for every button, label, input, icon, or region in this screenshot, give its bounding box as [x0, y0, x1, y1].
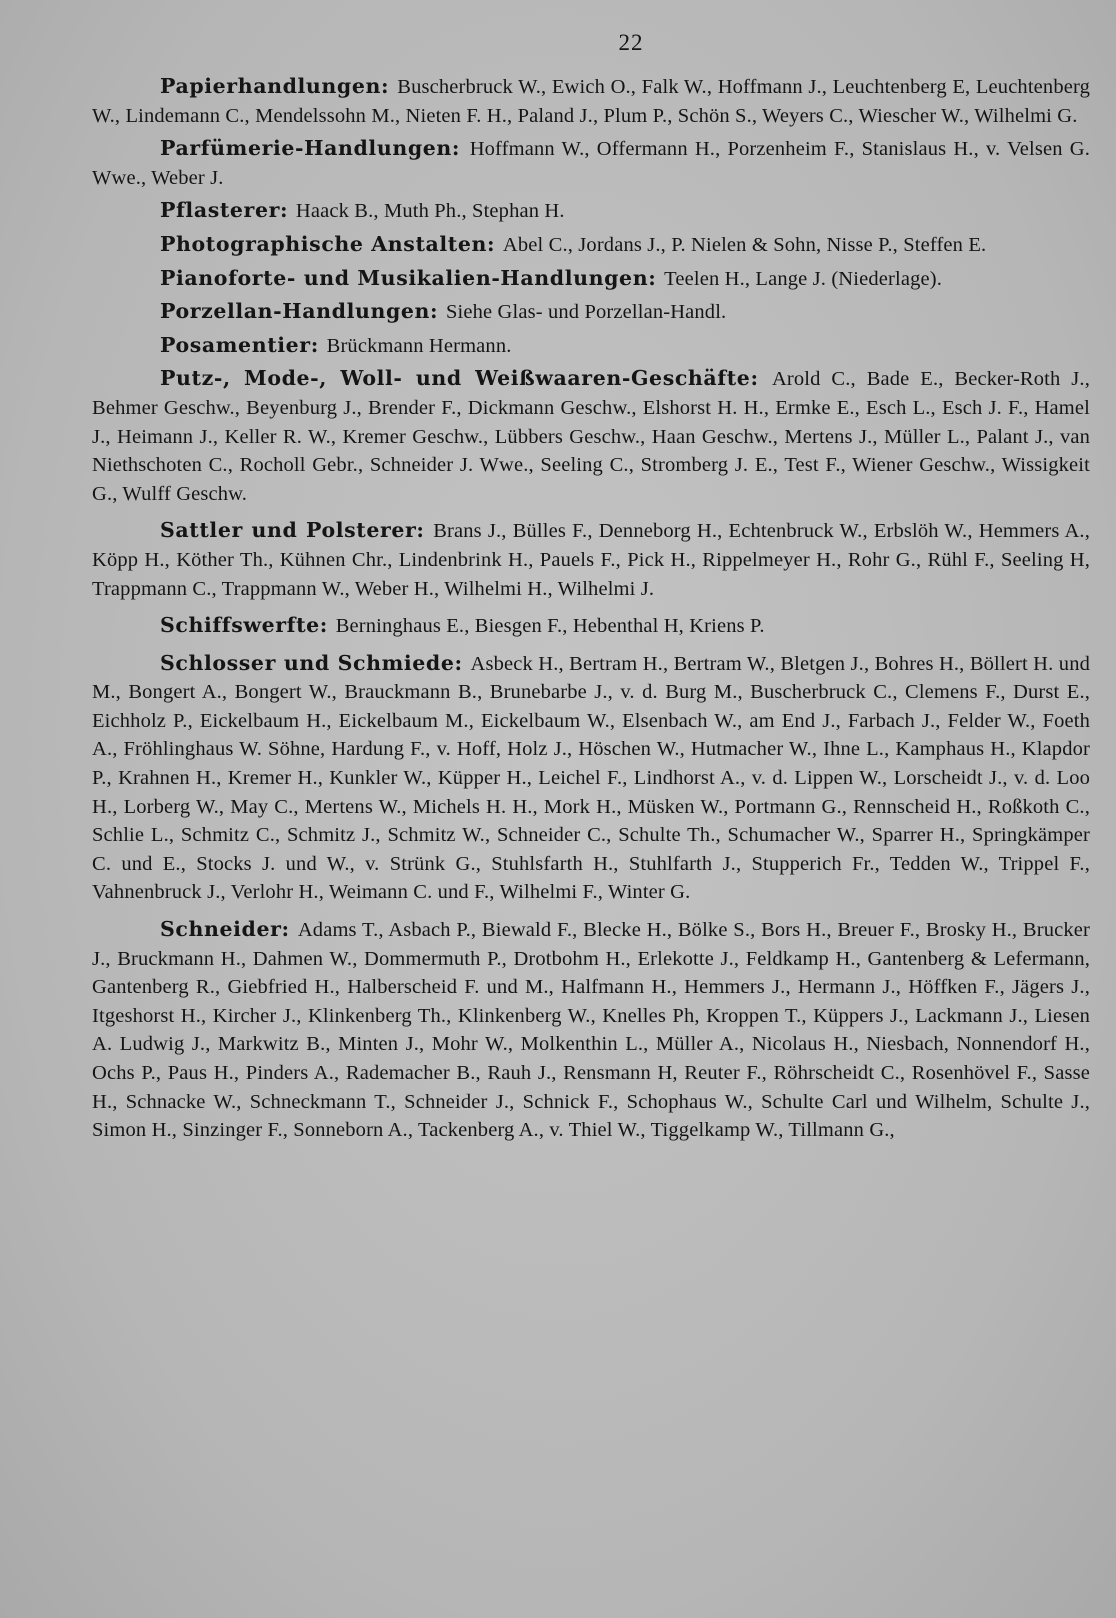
entry-names: Brans J., Bülles F., Denneborg H., Echtenbruck W., Erbslöh W., Hemmers A., Köpp H., Köther Th., Kühnen Chr., Lindenbrink H., Pauels F., Pick H., Rippelmeyer H., Rohr G., Rühl F., Seeling H, Trappmann C., Trappmann W., Weber H., Wilhelmi H., Wilhelmi J.: [92, 520, 1090, 600]
category-heading: Pianoforte- und Musikalien-Handlungen:: [160, 265, 657, 290]
category-heading: Schiffswerfte:: [160, 613, 328, 638]
entry-pflasterer: [92, 196, 1090, 226]
category-heading: Parfümerie-Handlungen:: [160, 136, 461, 161]
entry-names: Haack B., Muth Ph., Stephan H.: [295, 200, 565, 223]
entry-names: Berninghaus E., Biesgen F., Hebenthal H, Kriens P.: [335, 615, 765, 638]
entry-pianoforte-musikalien: [92, 264, 1090, 294]
entry-names: Hoffmann W., Offermann H., Porzenheim F., Stanislaus H., v. Velsen G. Wwe., Weber J.: [92, 138, 1090, 189]
entry-names: Teelen H., Lange J. (Niederlage).: [664, 267, 942, 290]
entry-sattler-polsterer: [92, 516, 1090, 603]
entry-names: Asbeck H., Bertram H., Bertram W., Bletgen J., Bohres H., Böllert H. und M., Bongert A., Bongert W., Brauckmann B., Brunebarbe J., v. d. Burg M., Buscherbruck C., Clemens F., Durst E., Eichholz P., Eickelbaum H., Eickelbaum M., Eickelbaum W., Elsenbach W., am End J., Farbach J., Felder W., Foeth A., Fröhlinghaus W. Söhne, Hardung F., v. Hoff, Holz J., Höschen W., Hutmacher W., Ihne L., Kamphaus H., Klapdor P., Krahnen H., Kremer H., Kunkler W., Küpper H., Leichel F., Lindhorst A., v. d. Lippen W., Lorscheidt J., v. d. Loo H., Lorberg W., May C., Mertens W., Michels H. H., Mork H., Müsken W., Portmann G., Rennscheid H., Roßkoth C., Schlie L., Schmitz C., Schmitz J., Schmitz W., Schneider C., Schulte Th., Schumacher W., Sparrer H., Springkämper C. und E., Stocks J. und W., v. Strünk G., Stuhlsfarth H., Stuhlfarth J., Stupperich Fr., Tedden W., Trippel F., Vahnenbruck J., Verlohr H., Weimann C. und F., Wilhelmi F., Winter G.: [92, 652, 1090, 904]
entry-names: Arold C., Bade E., Becker-Roth J., Behmer Geschw., Beyenburg J., Brender F., Dickmann Geschw., Elshorst H. H., Ermke E., Esch L., Esch J. F., Hamel J., Heimann J., Keller R. W., Kremer Geschw., Lübbers Geschw., Haan Geschw., Mertens J., Müller L., Palant J., van Niethschoten C., Rocholl Gebr., Schneider J. Wwe., Seeling C., Stromberg J. E., Test F., Wiener Geschw., Wissigkeit G., Wulff Geschw.: [92, 368, 1090, 505]
entry-schneider: [92, 915, 1090, 1145]
category-heading: Pflasterer:: [160, 198, 289, 223]
page-number: 22: [618, 30, 644, 55]
category-heading: Schneider:: [160, 917, 290, 942]
entry-names: Brückmann Hermann.: [326, 334, 512, 357]
category-heading: Papierhandlungen:: [160, 74, 390, 98]
category-heading: Schlosser und Schmiede:: [160, 650, 463, 675]
entry-posamentier: [92, 331, 1090, 361]
entry-names: Adams T., Asbach P., Biewald F., Blecke H., Bölke S., Bors H., Breuer F., Brosky H., Brucker J., Bruckmann H., Dahmen W., Dommermuth P., Drotbohm H., Erlekotte J., Feldkamp H., Gantenberg & Lefermann, Gantenberg R., Giebfried H., Halberscheid F. und M., Halfmann H., Hemmers J., Hermann J., Höffken F., Jägers J., Itgeshorst H., Kircher J., Klinkenberg Th., Klinkenberg W., Knelles Ph, Kroppen T., Küppers J., Lackmann J., Liesen A. Ludwig J., Markwitz B., Minten J., Mohr W., Molkenthin L., Müller A., Nicolaus H., Niesbach, Nonnendorf H., Ochs P., Paus H., Pinders A., Rademacher B., Rauh J., Rensmann H, Reuter F., Röhrscheidt C., Rosenhövel F., Sasse H., Schnacke W., Schneckmann T., Schneider J., Schnick F., Schophaus W., Schulte Carl und Wilhelm, Schulte J., Simon H., Sinzinger F., Sonneborn A., Tackenberg A., v. Thiel W., Tiggelkamp W., Tillmann G.,: [92, 919, 1090, 1142]
entry-names: Abel C., Jordans J., P. Nielen & Sohn, Nisse P., Steffen E.: [502, 233, 987, 256]
category-heading: Porzellan-Handlungen:: [160, 299, 439, 324]
category-heading: Sattler und Polsterer:: [160, 518, 425, 543]
entry-putz-mode-woll: [92, 364, 1090, 508]
entry-parfuemerie-handlungen: [92, 134, 1090, 192]
entry-porzellan-handlungen: [92, 297, 1090, 327]
entry-papierhandlungen: [92, 72, 1090, 130]
entry-schiffswerfte: [92, 611, 1090, 641]
entry-names: Buscherbruck W., Ewich O., Falk W., Hoffmann J., Leuchtenberg E, Leuchtenberg W., Lindemann C., Mendelssohn M., Nieten F. H., Paland J., Plum P., Schön S., Weyers C., Wiescher W., Wilhelmi G.: [92, 76, 1090, 127]
entry-schlosser-schmiede: [92, 649, 1090, 907]
category-heading: Posamentier:: [160, 332, 319, 357]
entry-names: Siehe Glas- und Porzellan-Handl.: [445, 301, 727, 324]
category-heading: Putz-, Mode-, Woll- und Weißwaaren-Geschäfte:: [160, 366, 759, 391]
entry-photographische-anstalten: [92, 230, 1090, 260]
category-heading: Photographische Anstalten:: [160, 231, 496, 256]
